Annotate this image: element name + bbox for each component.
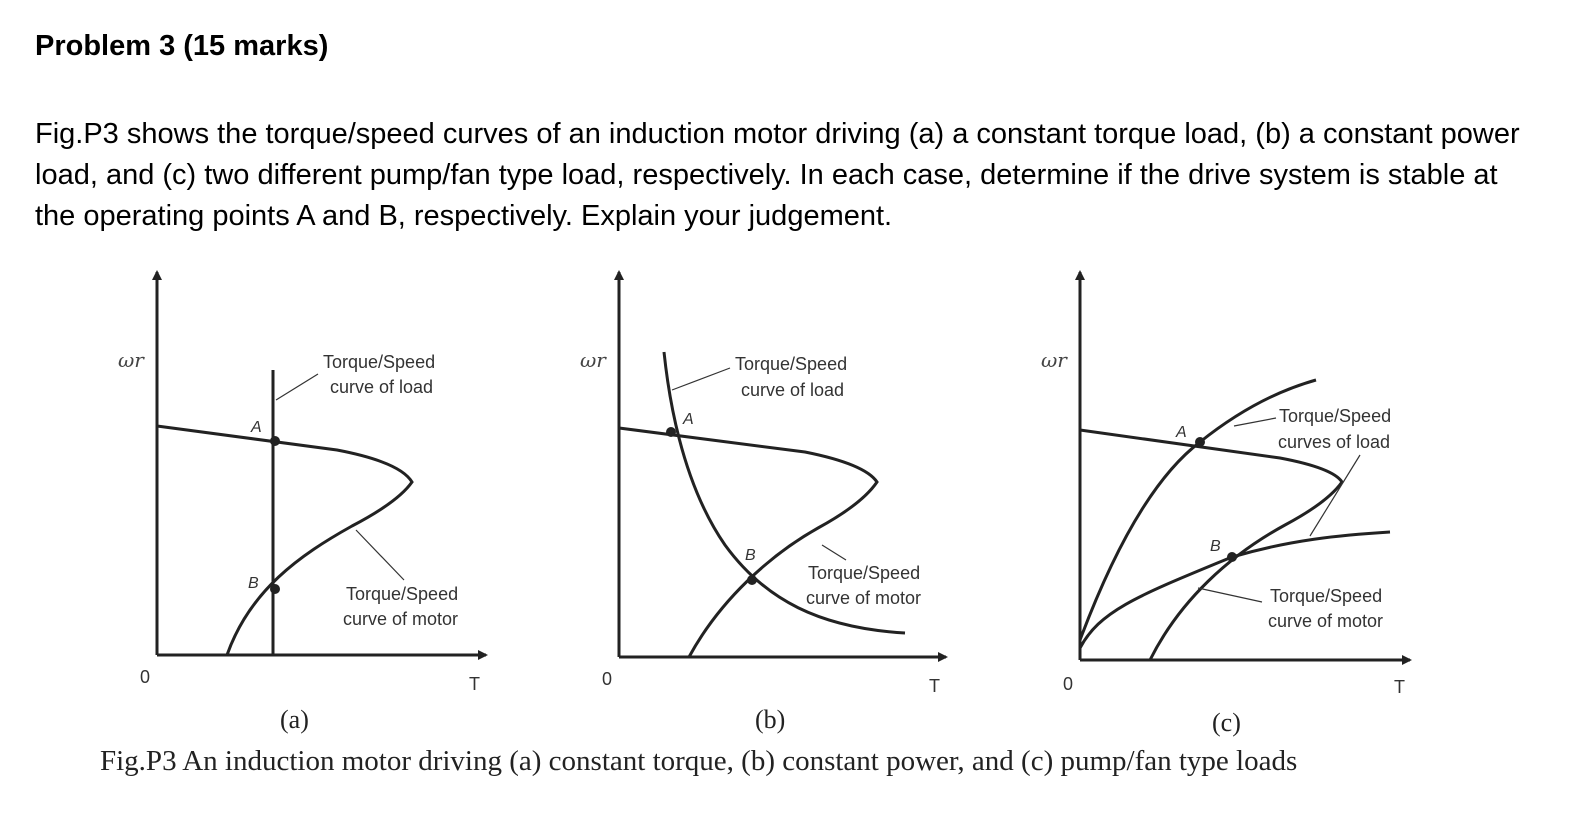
panel-a-load-label-line1: Torque/Speed [323,352,436,372]
panel-c-origin: 0 [1063,674,1074,694]
problem-statement: Fig.P3 shows the torque/speed curves of an induction motor driving (a) a constant torque load, (b) a constant power load, and (c) two different pump/fan type load, respectively. In each case, determine if the drive system is stable at the operating points A and B, respectively. Explain your judgement. [35,118,1520,232]
panel-c-load-leader-1 [1234,418,1276,426]
panel-b-point-a-label: A [683,411,694,428]
problem-title: Problem 3 (15 marks) [35,30,329,62]
panel-c-y-label: ωr [1041,348,1067,372]
panel-c-x-label: T [1394,677,1405,697]
panel-b [580,272,946,734]
panel-a-load-leader [276,374,318,400]
panel-c-motor-label-line1: Torque/Speed [1270,586,1383,606]
panel-a-motor-leader [356,530,404,580]
panel-b-point-a-marker [666,427,676,437]
panel-a-point-b-marker [270,584,280,594]
panel-a-x-label: T [469,674,480,694]
panel-b-point-b-marker [747,575,757,585]
panel-c-motor-leader [1198,588,1262,602]
panel-a-point-a-marker [270,436,280,446]
panel-a-point-a-label: A [251,419,262,436]
panel-a-y-label: ωr [118,348,144,372]
panel-a-motor-label-line1: Torque/Speed [346,584,459,604]
panel-b-load-label-line2: curve of load [741,380,845,400]
panel-b-sublabel: (b) [755,705,786,734]
panel-a-load-label-line2: curve of load [330,377,434,397]
panel-b-y-label: ωr [580,348,606,372]
panel-a [118,272,486,734]
panel-c-load-label-line2: curves of load [1278,432,1391,452]
panel-c-point-a-label: A [1176,424,1187,441]
figure-caption: Fig.P3 An induction motor driving (a) constant torque, (b) constant power, and (c) pump/fan type loads [100,745,1298,777]
panel-b-point-b-label: B [745,547,756,564]
panel-b-motor-label-line2: curve of motor [806,588,922,608]
panel-a-origin: 0 [140,667,151,687]
panel-c-point-b-label: B [1210,538,1221,555]
panel-b-motor-label-line1: Torque/Speed [808,563,921,583]
panel-c-load-label-line1: Torque/Speed [1279,406,1392,426]
panel-b-load-leader [672,368,730,390]
panel-b-load-label-line1: Torque/Speed [735,354,848,374]
panel-c-point-b-marker [1227,552,1237,562]
panel-a-sublabel: (a) [280,705,309,734]
panel-a-point-b-label: B [248,575,259,592]
panel-b-origin: 0 [602,669,613,689]
panel-b-motor-leader [822,545,846,560]
panel-c-point-a-marker [1195,437,1205,447]
panel-c [1041,272,1410,737]
panel-a-motor-label-line2: curve of motor [343,609,459,629]
panel-c-sublabel: (c) [1212,708,1241,737]
panel-b-x-label: T [929,676,940,696]
panel-c-motor-label-line2: curve of motor [1268,611,1384,631]
